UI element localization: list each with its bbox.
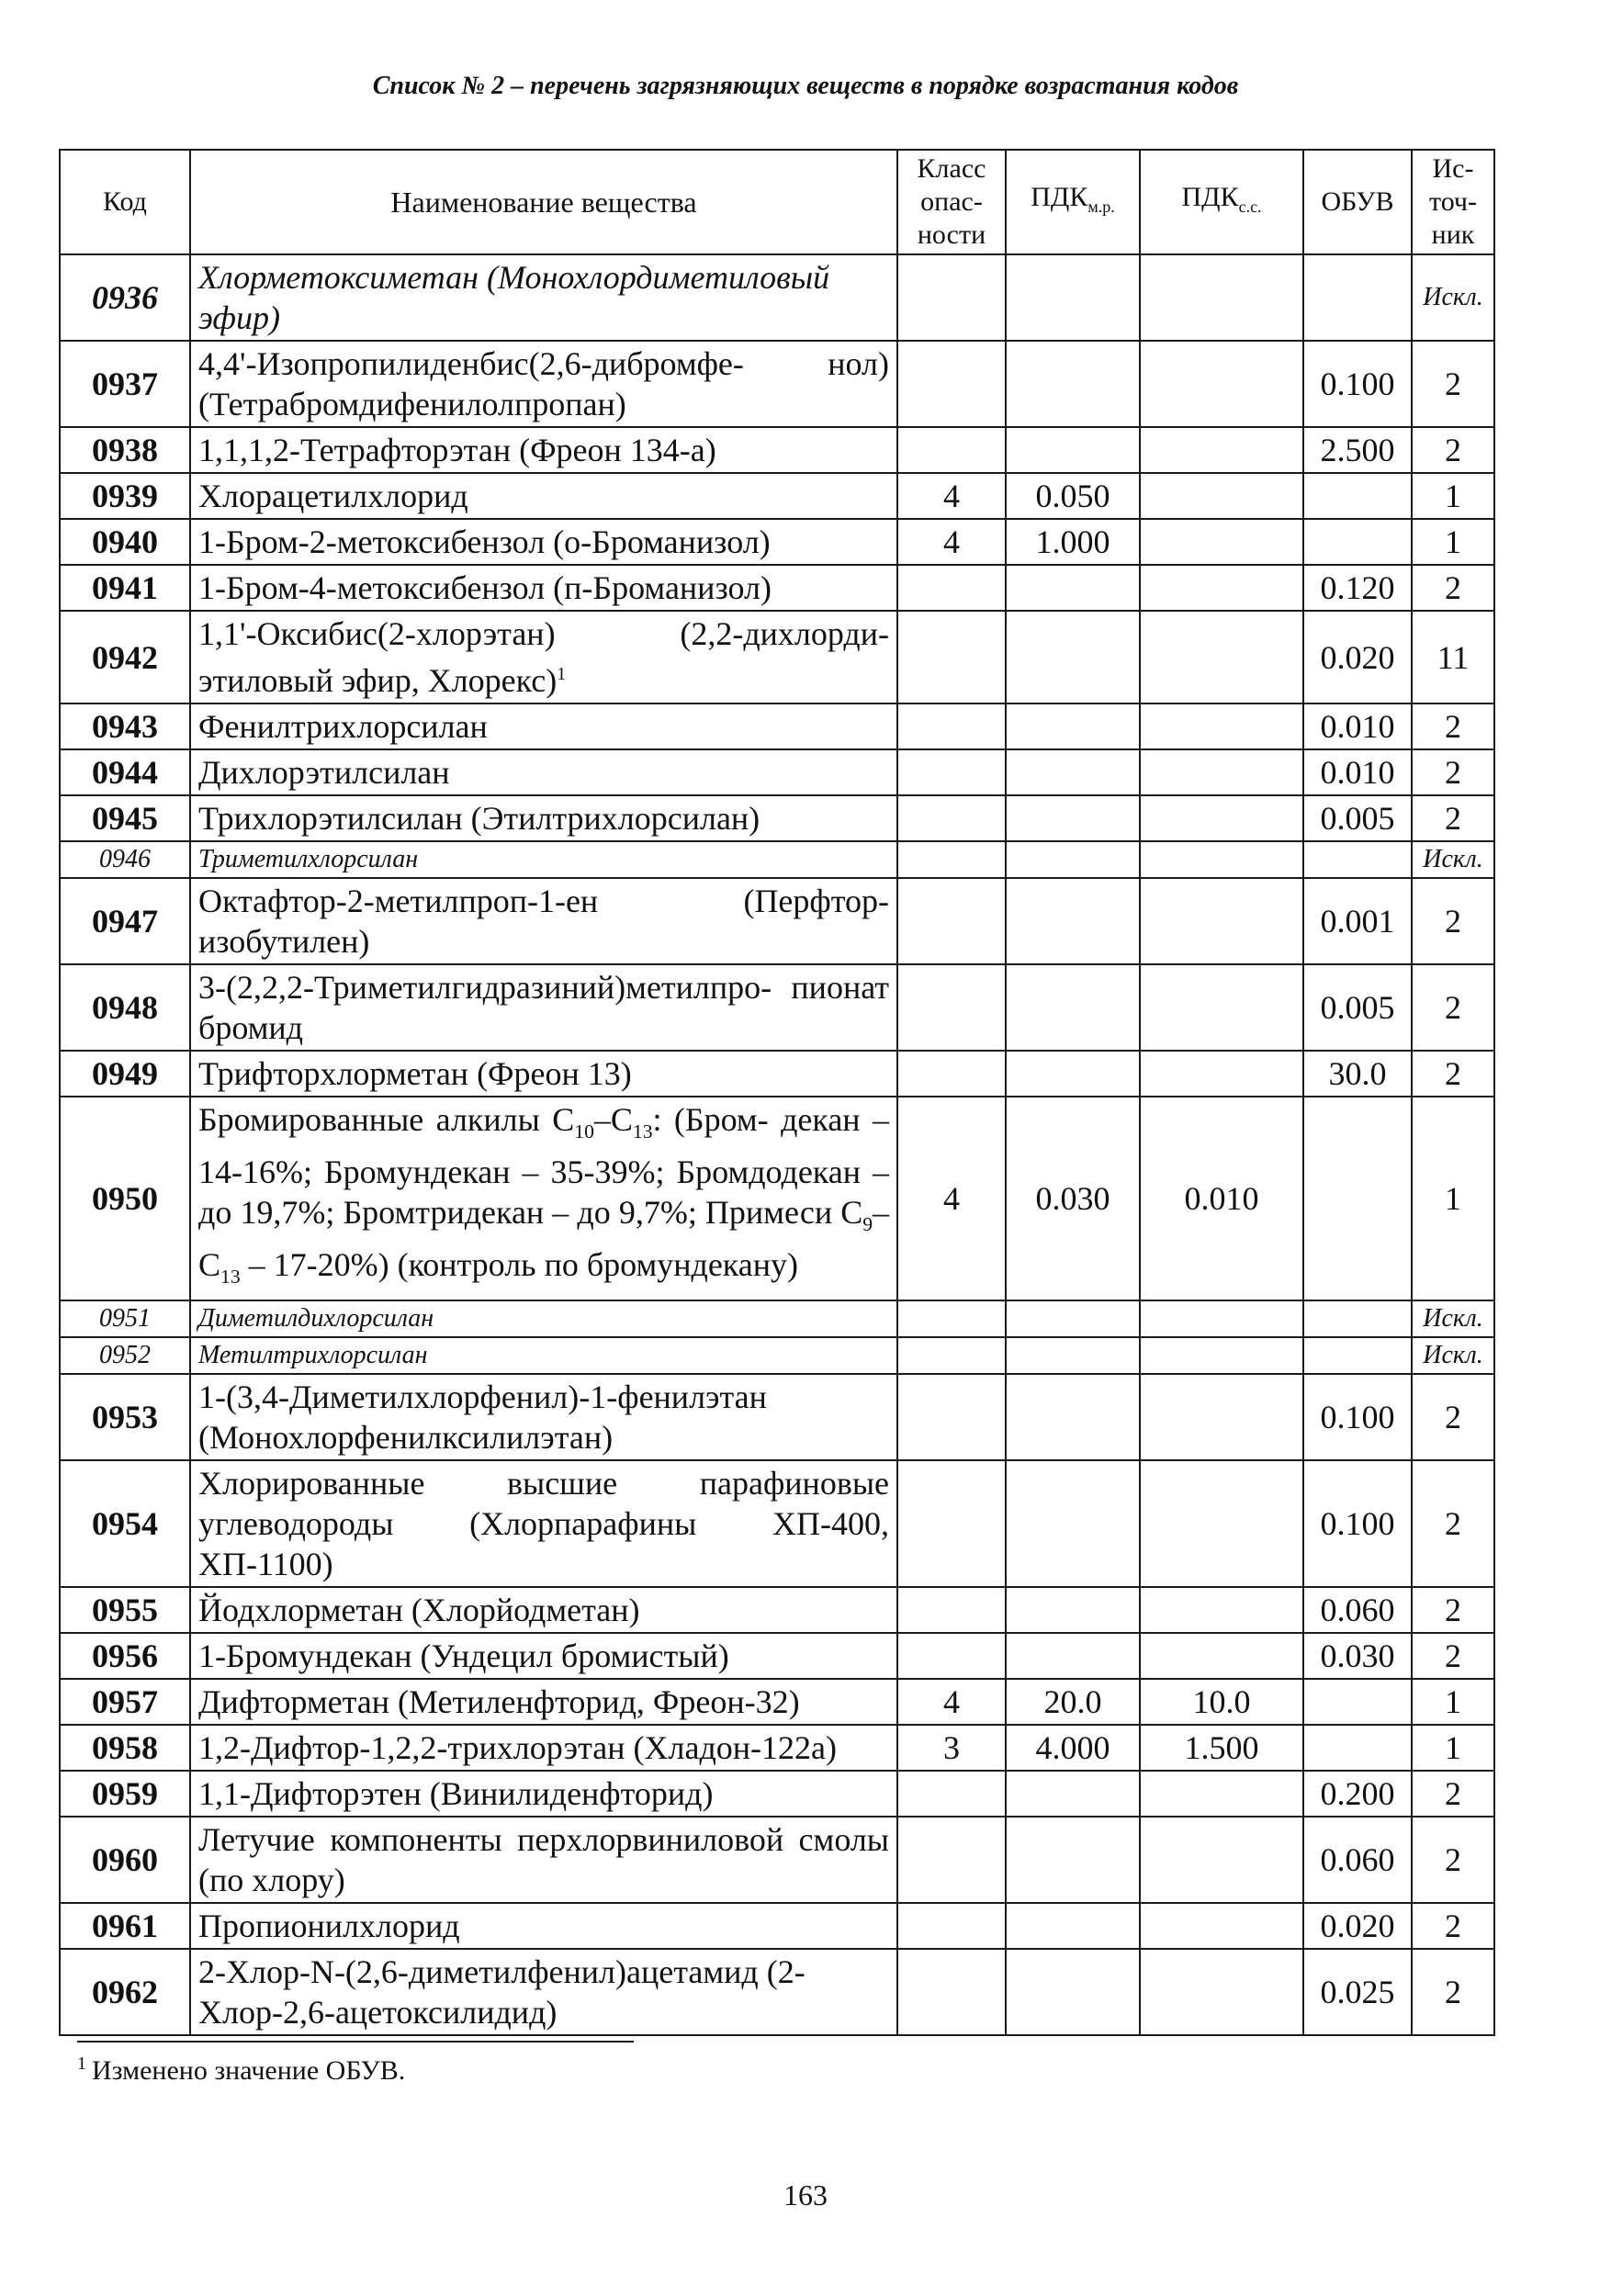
cell-code: 0948 bbox=[60, 964, 190, 1051]
cell-pdk-ss: 1.500 bbox=[1140, 1725, 1303, 1771]
cell-pdk-ss bbox=[1140, 1051, 1303, 1097]
cell-hazard bbox=[897, 1300, 1006, 1337]
footnote-mark: 1 bbox=[77, 2054, 86, 2074]
cell-source: 2 bbox=[1412, 427, 1494, 473]
header-hazard-class: Класс опас- ности bbox=[897, 150, 1006, 254]
cell-hazard bbox=[897, 254, 1006, 341]
header-pdk-ss: $ПДК_{с.с.}$ bbox=[1140, 150, 1303, 254]
table-row bbox=[60, 519, 1494, 565]
cell-name: 1-Бром-2-метоксибензол (о-Броманизол) bbox=[190, 519, 897, 565]
cell-name: 1-(3,4-Диметилхлорфенил)-1-фенилэтан (Монохлорфенилксилилэтан) bbox=[190, 1374, 897, 1460]
header-name: Наименование вещества bbox=[190, 150, 897, 254]
cell-obuv: 0.030 bbox=[1303, 1633, 1412, 1679]
cell-source: 2 bbox=[1412, 341, 1494, 427]
cell-pdk-mr bbox=[1006, 1587, 1140, 1633]
cell-code: 0942 bbox=[60, 611, 190, 703]
cell-name: Фенилтрихлорсилан bbox=[190, 703, 897, 749]
cell-obuv: 0.060 bbox=[1303, 1587, 1412, 1633]
cell-hazard bbox=[897, 427, 1006, 473]
table-row bbox=[60, 703, 1494, 749]
cell-pdk-ss bbox=[1140, 795, 1303, 841]
cell-obuv bbox=[1303, 1300, 1412, 1337]
cell-code: 0941 bbox=[60, 565, 190, 611]
cell-obuv: 0.025 bbox=[1303, 1949, 1412, 2035]
table-row bbox=[60, 1679, 1494, 1725]
cell-hazard: 4 bbox=[897, 1679, 1006, 1725]
cell-pdk-mr: 20.0 bbox=[1006, 1679, 1140, 1725]
table-row bbox=[60, 1817, 1494, 1903]
cell-hazard bbox=[897, 1949, 1006, 2035]
cell-pdk-ss bbox=[1140, 611, 1303, 703]
cell-hazard: 3 bbox=[897, 1725, 1006, 1771]
table-row bbox=[60, 611, 1494, 703]
cell-pdk-mr bbox=[1006, 1374, 1140, 1460]
page-number: 163 bbox=[783, 2178, 828, 2212]
footnote-text: Изменено значение ОБУВ. bbox=[92, 2055, 406, 2086]
cell-code: 0953 bbox=[60, 1374, 190, 1460]
cell-name: Метилтрихлорсилан bbox=[190, 1337, 897, 1374]
table-row bbox=[60, 878, 1494, 964]
cell-hazard bbox=[897, 611, 1006, 703]
cell-source: 2 bbox=[1412, 1771, 1494, 1817]
cell-hazard bbox=[897, 1337, 1006, 1374]
cell-obuv bbox=[1303, 473, 1412, 519]
cell-obuv: 2.500 bbox=[1303, 427, 1412, 473]
cell-obuv bbox=[1303, 519, 1412, 565]
cell-code: 0943 bbox=[60, 703, 190, 749]
cell-pdk-ss: 0.010 bbox=[1140, 1097, 1303, 1300]
cell-code: 0944 bbox=[60, 749, 190, 795]
cell-obuv: 0.005 bbox=[1303, 964, 1412, 1051]
cell-pdk-mr bbox=[1006, 1817, 1140, 1903]
cell-pdk-mr bbox=[1006, 1633, 1140, 1679]
page-title: Список № 2 – перечень загрязняющих веществ в порядке возрастания кодов bbox=[372, 72, 1239, 100]
table-row bbox=[60, 795, 1494, 841]
cell-obuv: 0.020 bbox=[1303, 611, 1412, 703]
cell-code: 0937 bbox=[60, 341, 190, 427]
cell-source: 2 bbox=[1412, 878, 1494, 964]
cell-name: 1-Бром-4-метоксибензол (п-Броманизол) bbox=[190, 565, 897, 611]
cell-pdk-mr bbox=[1006, 254, 1140, 341]
table-row bbox=[60, 1771, 1494, 1817]
cell-source: 11 bbox=[1412, 611, 1494, 703]
cell-pdk-mr: 0.030 bbox=[1006, 1097, 1140, 1300]
cell-name: Хлорированные высшие парафиновые углеводороды (Хлорпарафины ХП-400, ХП-1100) bbox=[190, 1460, 897, 1587]
table-row bbox=[60, 1725, 1494, 1771]
cell-pdk-ss bbox=[1140, 1337, 1303, 1374]
table-row bbox=[60, 1051, 1494, 1097]
cell-obuv bbox=[1303, 1337, 1412, 1374]
table-row bbox=[60, 964, 1494, 1051]
cell-name: Трифторхлорметан (Фреон 13) bbox=[190, 1051, 897, 1097]
cell-name: 1,1,1,2-Тетрафторэтан (Фреон 134-а) bbox=[190, 427, 897, 473]
table-row bbox=[60, 1633, 1494, 1679]
table-row bbox=[60, 1374, 1494, 1460]
cell-hazard bbox=[897, 1771, 1006, 1817]
cell-source: 1 bbox=[1412, 519, 1494, 565]
cell-pdk-ss bbox=[1140, 565, 1303, 611]
table-row bbox=[60, 841, 1494, 878]
cell-hazard bbox=[897, 964, 1006, 1051]
cell-hazard bbox=[897, 878, 1006, 964]
cell-code: 0960 bbox=[60, 1817, 190, 1903]
cell-source: 2 bbox=[1412, 1587, 1494, 1633]
header-obuv: ОБУВ bbox=[1303, 150, 1412, 254]
cell-name: Дифторметан (Метиленфторид, Фреон-32) bbox=[190, 1679, 897, 1725]
cell-source: 2 bbox=[1412, 565, 1494, 611]
cell-pdk-ss bbox=[1140, 1949, 1303, 2035]
cell-name: Октафтор-2-метилпроп-1-ен (Перфтор- изобутилен) bbox=[190, 878, 897, 964]
cell-code: 0947 bbox=[60, 878, 190, 964]
cell-pdk-mr bbox=[1006, 427, 1140, 473]
cell-hazard bbox=[897, 1817, 1006, 1903]
cell-obuv: 0.020 bbox=[1303, 1903, 1412, 1949]
header-source: Ис- точ- ник bbox=[1412, 150, 1494, 254]
cell-pdk-ss bbox=[1140, 1587, 1303, 1633]
cell-name: Хлорацетилхлорид bbox=[190, 473, 897, 519]
cell-pdk-ss: 10.0 bbox=[1140, 1679, 1303, 1725]
footnote-reference: 1 bbox=[557, 664, 567, 684]
cell-name: 1-Бромундекан (Ундецил бромистый) bbox=[190, 1633, 897, 1679]
cell-pdk-ss bbox=[1140, 1817, 1303, 1903]
cell-pdk-ss bbox=[1140, 473, 1303, 519]
cell-source: 2 bbox=[1412, 749, 1494, 795]
cell-source: 2 bbox=[1412, 1460, 1494, 1587]
cell-name bbox=[190, 611, 897, 703]
cell-source: Искл. bbox=[1412, 254, 1494, 341]
cell-code: 0958 bbox=[60, 1725, 190, 1771]
cell-hazard bbox=[897, 1374, 1006, 1460]
cell-hazard: 4 bbox=[897, 1097, 1006, 1300]
cell-pdk-mr bbox=[1006, 878, 1140, 964]
header-code: Код bbox=[60, 150, 190, 254]
cell-pdk-ss bbox=[1140, 1374, 1303, 1460]
cell-pdk-mr bbox=[1006, 795, 1140, 841]
cell-source: 2 bbox=[1412, 795, 1494, 841]
cell-hazard bbox=[897, 749, 1006, 795]
cell-obuv bbox=[1303, 841, 1412, 878]
table-row bbox=[60, 1903, 1494, 1949]
cell-hazard bbox=[897, 1903, 1006, 1949]
cell-code: 0961 bbox=[60, 1903, 190, 1949]
footnote-divider bbox=[77, 2041, 634, 2043]
cell-pdk-ss bbox=[1140, 878, 1303, 964]
cell-hazard bbox=[897, 1051, 1006, 1097]
cell-source: 1 bbox=[1412, 1725, 1494, 1771]
cell-name: Триметилхлорсилан bbox=[190, 841, 897, 878]
cell-code: 0938 bbox=[60, 427, 190, 473]
cell-obuv bbox=[1303, 1097, 1412, 1300]
cell-pdk-ss bbox=[1140, 1903, 1303, 1949]
cell-name: Дихлорэтилсилан bbox=[190, 749, 897, 795]
cell-pdk-mr bbox=[1006, 1903, 1140, 1949]
cell-obuv: 0.010 bbox=[1303, 749, 1412, 795]
table-row bbox=[60, 1097, 1494, 1300]
cell-source: 2 bbox=[1412, 1817, 1494, 1903]
table-row bbox=[60, 473, 1494, 519]
cell-code: 0955 bbox=[60, 1587, 190, 1633]
cell-name: Бромированные алкилы $C_{10}-C_{13}$: (Бром- декан – 14-16%; Бромундекан – 35-39%; Бромдодекан – до 19,7%; Бромтридекан – до 9,7%; Примеси $C_9-C_{13} - 17-20\%$) (контроль по бромундекану) bbox=[190, 1097, 897, 1300]
cell-pdk-ss bbox=[1140, 1300, 1303, 1337]
cell-name: 2-Хлор-N-(2,6-диметилфенил)ацетамид (2-Хлор-2,6-ацетоксилидид) bbox=[190, 1949, 897, 2035]
cell-obuv: 0.100 bbox=[1303, 1460, 1412, 1587]
cell-pdk-mr bbox=[1006, 1051, 1140, 1097]
cell-obuv: 0.120 bbox=[1303, 565, 1412, 611]
cell-pdk-ss bbox=[1140, 841, 1303, 878]
cell-obuv: 0.200 bbox=[1303, 1771, 1412, 1817]
cell-source: 2 bbox=[1412, 1903, 1494, 1949]
cell-code: 0940 bbox=[60, 519, 190, 565]
cell-pdk-mr bbox=[1006, 703, 1140, 749]
cell-pdk-mr bbox=[1006, 611, 1140, 703]
cell-source: Искл. bbox=[1412, 1337, 1494, 1374]
table-row bbox=[60, 1300, 1494, 1337]
cell-hazard bbox=[897, 1633, 1006, 1679]
cell-pdk-ss bbox=[1140, 341, 1303, 427]
cell-pdk-mr bbox=[1006, 964, 1140, 1051]
cell-pdk-mr bbox=[1006, 341, 1140, 427]
cell-pdk-mr: 4.000 bbox=[1006, 1725, 1140, 1771]
cell-code: 0946 bbox=[60, 841, 190, 878]
cell-code: 0951 bbox=[60, 1300, 190, 1337]
cell-obuv bbox=[1303, 1725, 1412, 1771]
cell-hazard bbox=[897, 341, 1006, 427]
cell-pdk-mr bbox=[1006, 1949, 1140, 2035]
table-row bbox=[60, 341, 1494, 427]
cell-obuv: 0.005 bbox=[1303, 795, 1412, 841]
cell-hazard bbox=[897, 1587, 1006, 1633]
cell-source: 2 bbox=[1412, 1949, 1494, 2035]
header-pdk-mr: $ПДК_{м.р.}$ bbox=[1006, 150, 1140, 254]
cell-name-text: 1,1'-Оксибис(2-хлорэтан) (2,2-дихлорди- этиловый эфир, Хлорекс) bbox=[198, 615, 889, 699]
cell-pdk-ss bbox=[1140, 749, 1303, 795]
cell-pdk-mr bbox=[1006, 565, 1140, 611]
cell-code: 0962 bbox=[60, 1949, 190, 2035]
cell-code: 0957 bbox=[60, 1679, 190, 1725]
cell-source: 2 bbox=[1412, 1374, 1494, 1460]
cell-obuv bbox=[1303, 1679, 1412, 1725]
cell-source: 2 bbox=[1412, 703, 1494, 749]
cell-pdk-ss bbox=[1140, 703, 1303, 749]
cell-hazard bbox=[897, 1460, 1006, 1587]
cell-pdk-mr: 1.000 bbox=[1006, 519, 1140, 565]
cell-pdk-mr bbox=[1006, 1460, 1140, 1587]
cell-name: 3-(2,2,2-Триметилгидразиний)метилпро- пионат бромид bbox=[190, 964, 897, 1051]
cell-source: 1 bbox=[1412, 473, 1494, 519]
cell-pdk-mr bbox=[1006, 841, 1140, 878]
table-row bbox=[60, 1460, 1494, 1587]
table-row bbox=[60, 1337, 1494, 1374]
cell-obuv: 0.001 bbox=[1303, 878, 1412, 964]
cell-obuv: 0.100 bbox=[1303, 1374, 1412, 1460]
cell-hazard bbox=[897, 795, 1006, 841]
cell-source: Искл. bbox=[1412, 1300, 1494, 1337]
cell-obuv: 0.010 bbox=[1303, 703, 1412, 749]
cell-hazard: 4 bbox=[897, 473, 1006, 519]
cell-obuv: 0.100 bbox=[1303, 341, 1412, 427]
cell-name: Пропионилхлорид bbox=[190, 1903, 897, 1949]
cell-pdk-mr bbox=[1006, 1337, 1140, 1374]
cell-code: 0950 bbox=[60, 1097, 190, 1300]
cell-pdk-mr: 0.050 bbox=[1006, 473, 1140, 519]
table-row bbox=[60, 565, 1494, 611]
cell-code: 0954 bbox=[60, 1460, 190, 1587]
cell-pdk-mr bbox=[1006, 1300, 1140, 1337]
cell-source: 1 bbox=[1412, 1679, 1494, 1725]
cell-obuv bbox=[1303, 254, 1412, 341]
cell-hazard bbox=[897, 703, 1006, 749]
cell-source: Искл. bbox=[1412, 841, 1494, 878]
table-row bbox=[60, 749, 1494, 795]
cell-pdk-ss bbox=[1140, 964, 1303, 1051]
cell-pdk-ss bbox=[1140, 1633, 1303, 1679]
cell-code: 0936 bbox=[60, 254, 190, 341]
cell-source: 2 bbox=[1412, 1633, 1494, 1679]
cell-hazard bbox=[897, 841, 1006, 878]
cell-source: 2 bbox=[1412, 1051, 1494, 1097]
cell-source: 2 bbox=[1412, 964, 1494, 1051]
cell-name: 1,2-Дифтор-1,2,2-трихлорэтан (Хладон-122а) bbox=[190, 1725, 897, 1771]
cell-code: 0959 bbox=[60, 1771, 190, 1817]
substances-table bbox=[59, 149, 1495, 2036]
footnote bbox=[77, 2054, 405, 2087]
cell-code: 0949 bbox=[60, 1051, 190, 1097]
cell-pdk-ss bbox=[1140, 519, 1303, 565]
cell-code: 0956 bbox=[60, 1633, 190, 1679]
cell-code: 0945 bbox=[60, 795, 190, 841]
cell-name: Летучие компоненты перхлорвиниловой смолы (по хлору) bbox=[190, 1817, 897, 1903]
cell-pdk-ss bbox=[1140, 254, 1303, 341]
cell-code: 0952 bbox=[60, 1337, 190, 1374]
table-row bbox=[60, 1587, 1494, 1633]
cell-hazard: 4 bbox=[897, 519, 1006, 565]
table-row bbox=[60, 1949, 1494, 2035]
cell-hazard bbox=[897, 565, 1006, 611]
cell-pdk-ss bbox=[1140, 427, 1303, 473]
cell-pdk-ss bbox=[1140, 1460, 1303, 1587]
cell-name: Хлорметоксиметан (Монохлордиметиловый эфир) bbox=[190, 254, 897, 341]
cell-pdk-ss bbox=[1140, 1771, 1303, 1817]
cell-name: 4,4'-Изопропилиденбис(2,6-дибромфе- нол) (Тетрабромдифенилолпропан) bbox=[190, 341, 897, 427]
table-row bbox=[60, 254, 1494, 341]
cell-code: 0939 bbox=[60, 473, 190, 519]
cell-obuv: 30.0 bbox=[1303, 1051, 1412, 1097]
cell-name: Диметилдихлорсилан bbox=[190, 1300, 897, 1337]
cell-name: Трихлорэтилсилан (Этилтрихлорсилан) bbox=[190, 795, 897, 841]
cell-obuv: 0.060 bbox=[1303, 1817, 1412, 1903]
cell-pdk-mr bbox=[1006, 749, 1140, 795]
table-row bbox=[60, 427, 1494, 473]
cell-pdk-mr bbox=[1006, 1771, 1140, 1817]
cell-source: 1 bbox=[1412, 1097, 1494, 1300]
cell-name: Йодхлорметан (Хлорйодметан) bbox=[190, 1587, 897, 1633]
cell-name: 1,1-Дифторэтен (Винилиденфторид) bbox=[190, 1771, 897, 1817]
table-header-row bbox=[60, 150, 1494, 254]
